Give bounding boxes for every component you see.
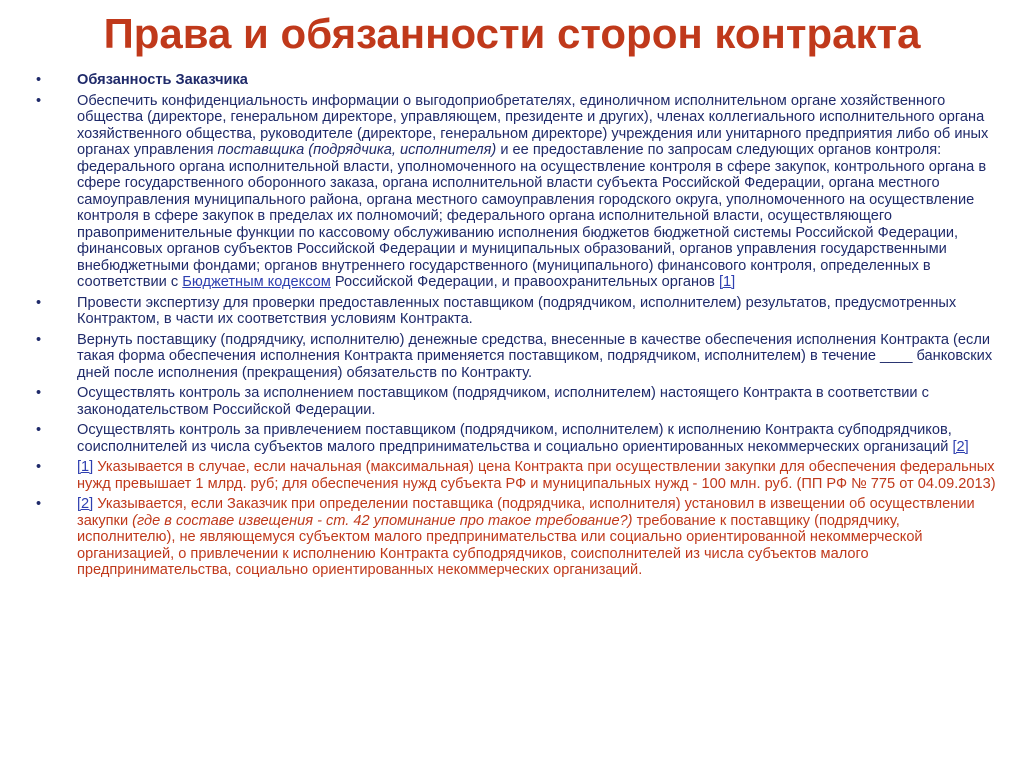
list-item-heading — [36, 72, 1000, 89]
footnote-2-text: требование к поставщику (подрядчику, исполнителю), не являющемуся субъектом малого предпринимательства или социально ориентированной некоммерческой организацией, о привлечении к исполнению Контракта субподрядчиков, соисполнителей из числа субъектов малого предпринимательства, социально ориентированных некоммерческих организаций. — [77, 512, 923, 578]
list-item-control-execution — [36, 385, 1000, 418]
item-text: Осуществлять контроль за исполнением поставщиком (подрядчиком, исполнителем) настоящего Контракта в соответствии с законодательством Российской Федерации. — [77, 385, 929, 418]
list-item-footnote-1 — [36, 459, 1000, 492]
footnote-1-text: Указывается в случае, если начальная (максимальная) цена Контракта при осуществлении закупки для обеспечения федеральных нужд превышает 1 млрд. руб; для обеспечения нужд субъекта РФ и муниципальных нужд - 100 млн. руб. (ПП РФ № 775 от 04.09.2013) — [77, 459, 996, 492]
item-text: Российской Федерации, и правоохранительных органов — [330, 274, 719, 290]
list-item-footnote-2 — [36, 496, 1000, 579]
list-item-confidentiality — [36, 93, 1000, 291]
bullet-dot-icon: • — [36, 294, 42, 311]
item-italic-text: поставщика (подрядчика, исполнителя) — [217, 142, 497, 158]
item-text: и ее предоставление по запросам следующих органов контроля: федерального органа исполнительной власти, уполномоченного на осуществление контроля в сфере закупок, контрольного органа в сфере государственного оборонного заказа, органа исполнительной власти субъекта Российской Федерации, органа местного самоуправления муниципального района, органа местного самоуправления городского округа, уполномоченного на осуществление контроля в сфере закупок в пределах их полномочий; федерального органа исполнительной власти, осуществляющего правоприменительные функции по кассовому обслуживанию исполнения бюджетов бюджетной системы Российской Федерации, финансовых органов субъектов Российской Федерации и муниципальных образований, органов управления государственными внебюджетными фондами; органов внутреннего государственного (муниципального) финансового контроля, определенных в соответствии с — [77, 142, 987, 290]
footnote-2-anchor-link[interactable]: [2] — [77, 496, 94, 512]
item-text: Провести экспертизу для проверки предоставленных поставщиком (подрядчиком, исполнителем) результатов, предусмотренных Контрактом, в части их соответствия условиям Контракта. — [77, 294, 957, 327]
bullet-dot-icon: • — [36, 92, 42, 109]
footnote-1-anchor-link[interactable]: [1] — [77, 459, 94, 475]
budget-code-link[interactable]: Бюджетным кодексом — [182, 274, 331, 290]
list-item-expertise — [36, 295, 1000, 328]
list-item-return-funds — [36, 332, 1000, 382]
list-item-control-subcontractors — [36, 422, 1000, 455]
slide-title: Права и обязанности сторон контракта — [103, 10, 921, 57]
footnote-ref-2-link[interactable]: [2] — [952, 438, 969, 455]
item-text: Осуществлять контроль за привлечением поставщиком (подрядчиком, исполнителем) к исполнению Контракта субподрядчиков, соисполнителей из числа субъектов малого предпринимательства и социально ориентированных некоммерческих организаций — [77, 422, 953, 455]
bullet-dot-icon: • — [36, 496, 42, 512]
bullet-dot-icon: • — [36, 331, 42, 348]
bullet-dot-icon: • — [36, 385, 42, 401]
bullet-dot-icon: • — [36, 459, 42, 475]
footnote-ref-1-link[interactable]: [1] — [718, 274, 736, 290]
bullet-list — [36, 72, 1000, 583]
item-text: Обеспечить конфиденциальность информации о выгодоприобретателях, единоличном исполнительном органе хозяйственного общества (директоре, генеральном директоре, управляющем, президенте и других), членах коллегиального исполнительного органа хозяйственного общества, руководителе (директоре, генеральном директоре) учреждения или унитарного предприятия либо об иных органах управления — [77, 92, 989, 158]
bullet-dot-icon: • — [36, 72, 42, 88]
item-text: Вернуть поставщику (подрядчику, исполнителю) денежные средства, внесенные в качестве обеспечения исполнения Контракта (если такая форма обеспечения исполнения Контракта применяется поставщиком, подрядчиком, исполнителем) в течение ____ банковских дней после исполнения (прекращения) обязательств по Контракту. — [77, 331, 993, 381]
footnote-2-text: Указывается, если Заказчик при определении поставщика (подрядчика, исполнителя) установил в извещении об осуществлении закупки — [77, 496, 975, 529]
bullet-dot-icon: • — [36, 422, 42, 438]
obligations-heading: Обязанность Заказчика — [77, 72, 248, 88]
footnote-2-italic-text: (где в составе извещения - ст. 42 упоминание про такое требование?) — [132, 512, 633, 529]
